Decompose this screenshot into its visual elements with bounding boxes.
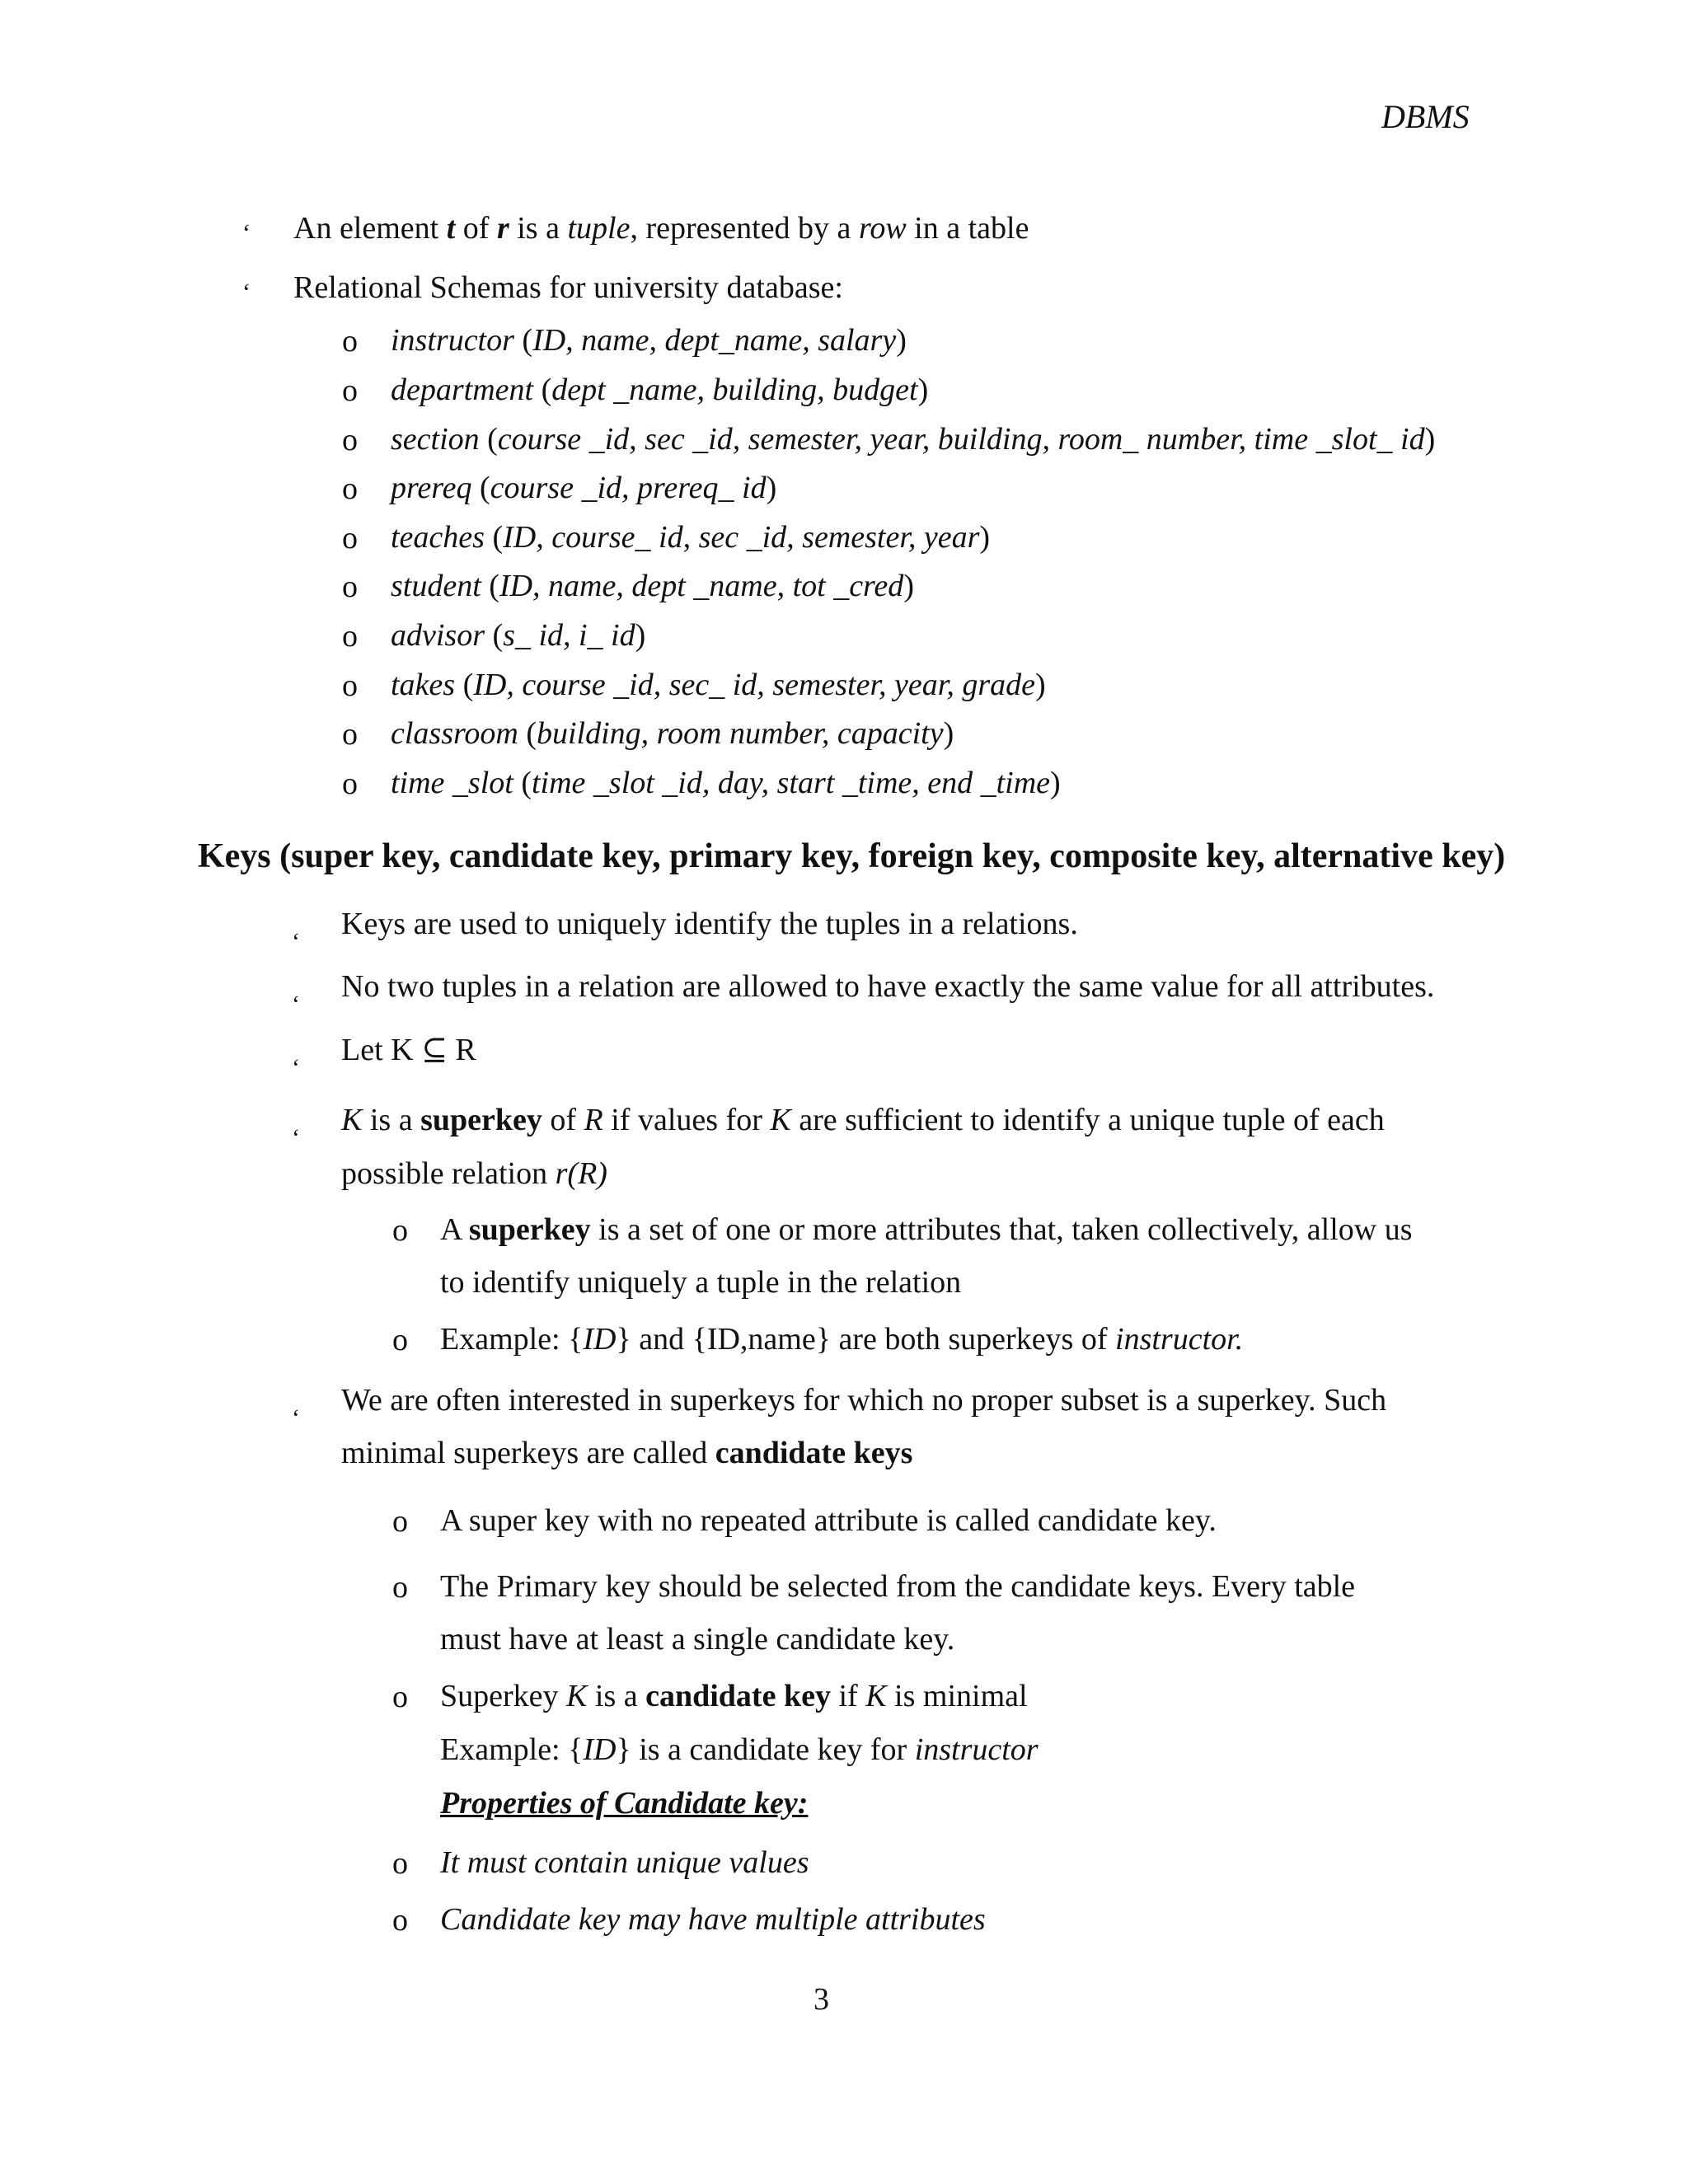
- superkey-definition-cont: possible relation r(R): [341, 1156, 607, 1191]
- intro-bullet-1: An element t of r is a tuple, represented by a row in a table: [293, 211, 1029, 246]
- sub-bullet-marker: o: [392, 1323, 408, 1357]
- bullet-marker: ʻ: [242, 219, 251, 246]
- candidate-intro: We are often interested in superkeys for which no proper subset is a superkey. Such: [341, 1383, 1387, 1418]
- sub-bullet-marker: o: [342, 324, 358, 359]
- candidate-sub-2-cont: must have at least a single candidate key.: [440, 1622, 955, 1657]
- superkey-sub-1: A superkey is a set of one or more attributes that, taken collectively, allow us: [440, 1212, 1413, 1247]
- intro-bullet-2: Relational Schemas for university database:: [293, 270, 843, 305]
- properties-heading: Properties of Candidate key:: [440, 1786, 809, 1821]
- property-item: Candidate key may have multiple attributes: [440, 1902, 986, 1937]
- keys-bullet-2: No two tuples in a relation are allowed to have exactly the same value for all attributes.: [341, 969, 1435, 1004]
- keys-bullet-1: Keys are used to uniquely identify the tuples in a relations.: [341, 907, 1078, 941]
- sub-bullet-marker: o: [392, 1680, 408, 1714]
- keys-heading: Keys (super key, candidate key, primary key, foreign key, composite key, alternative key): [198, 837, 1506, 875]
- schema-item: section (course _id, sec _id, semester, year, building, room_ number, time _slot_ id): [391, 422, 1436, 457]
- schema-item: takes (ID, course _id, sec_ id, semester, year, grade): [391, 668, 1046, 702]
- schema-item: time _slot (time _slot _id, day, start _time, end _time): [391, 766, 1061, 800]
- bullet-marker: ʻ: [292, 1054, 300, 1081]
- sub-bullet-marker: o: [342, 373, 358, 408]
- bullet-marker: ʻ: [292, 928, 300, 955]
- candidate-sub-2: The Primary key should be selected from the candidate keys. Every table: [440, 1569, 1356, 1604]
- candidate-sub-1: A super key with no repeated attribute is called candidate key.: [440, 1503, 1217, 1538]
- keys-bullet-3: Let K ⊆ R: [341, 1033, 476, 1067]
- sub-bullet-marker: o: [342, 717, 358, 752]
- schema-item: student (ID, name, dept _name, tot _cred): [391, 569, 914, 603]
- bullet-marker: ʻ: [292, 1124, 300, 1151]
- page-header: DBMS: [1381, 98, 1470, 135]
- sub-bullet-marker: o: [392, 1570, 408, 1605]
- sub-bullet-marker: o: [342, 668, 358, 703]
- schema-item: advisor (s_ id, i_ id): [391, 618, 646, 653]
- schema-item: instructor (ID, name, dept_name, salary): [391, 323, 907, 358]
- sub-bullet-marker: o: [392, 1903, 408, 1938]
- superkey-sub-1-cont: to identify uniquely a tuple in the relation: [440, 1265, 962, 1300]
- superkey-definition: K is a superkey of R if values for K are sufficient to identify a unique tuple of each: [341, 1103, 1385, 1137]
- schema-item: teaches (ID, course_ id, sec _id, semester, year): [391, 520, 991, 555]
- sub-bullet-marker: o: [342, 521, 358, 555]
- sub-bullet-marker: o: [342, 619, 358, 654]
- sub-bullet-marker: o: [342, 766, 358, 801]
- page-number: 3: [814, 1982, 829, 2017]
- schema-item: classroom (building, room number, capacity): [391, 716, 954, 751]
- candidate-intro-cont: minimal superkeys are called candidate keys: [341, 1436, 913, 1470]
- superkey-example: Example: {ID} and {ID,name} are both superkeys of instructor.: [440, 1322, 1244, 1357]
- bullet-marker: ʻ: [292, 1404, 300, 1432]
- sub-bullet-marker: o: [342, 471, 358, 506]
- bullet-marker: ʻ: [292, 991, 300, 1018]
- property-item: It must contain unique values: [440, 1845, 809, 1880]
- candidate-example: Example: {ID} is a candidate key for instructor: [440, 1732, 1039, 1767]
- schema-item: prereq (course _id, prereq_ id): [391, 471, 777, 505]
- sub-bullet-marker: o: [342, 569, 358, 604]
- sub-bullet-marker: o: [392, 1213, 408, 1248]
- candidate-sub-3: Superkey K is a candidate key if K is minimal: [440, 1679, 1028, 1713]
- sub-bullet-marker: o: [392, 1504, 408, 1539]
- bullet-marker: ʻ: [242, 279, 251, 306]
- sub-bullet-marker: o: [342, 423, 358, 457]
- sub-bullet-marker: o: [392, 1846, 408, 1881]
- schema-item: department (dept _name, building, budget): [391, 373, 929, 407]
